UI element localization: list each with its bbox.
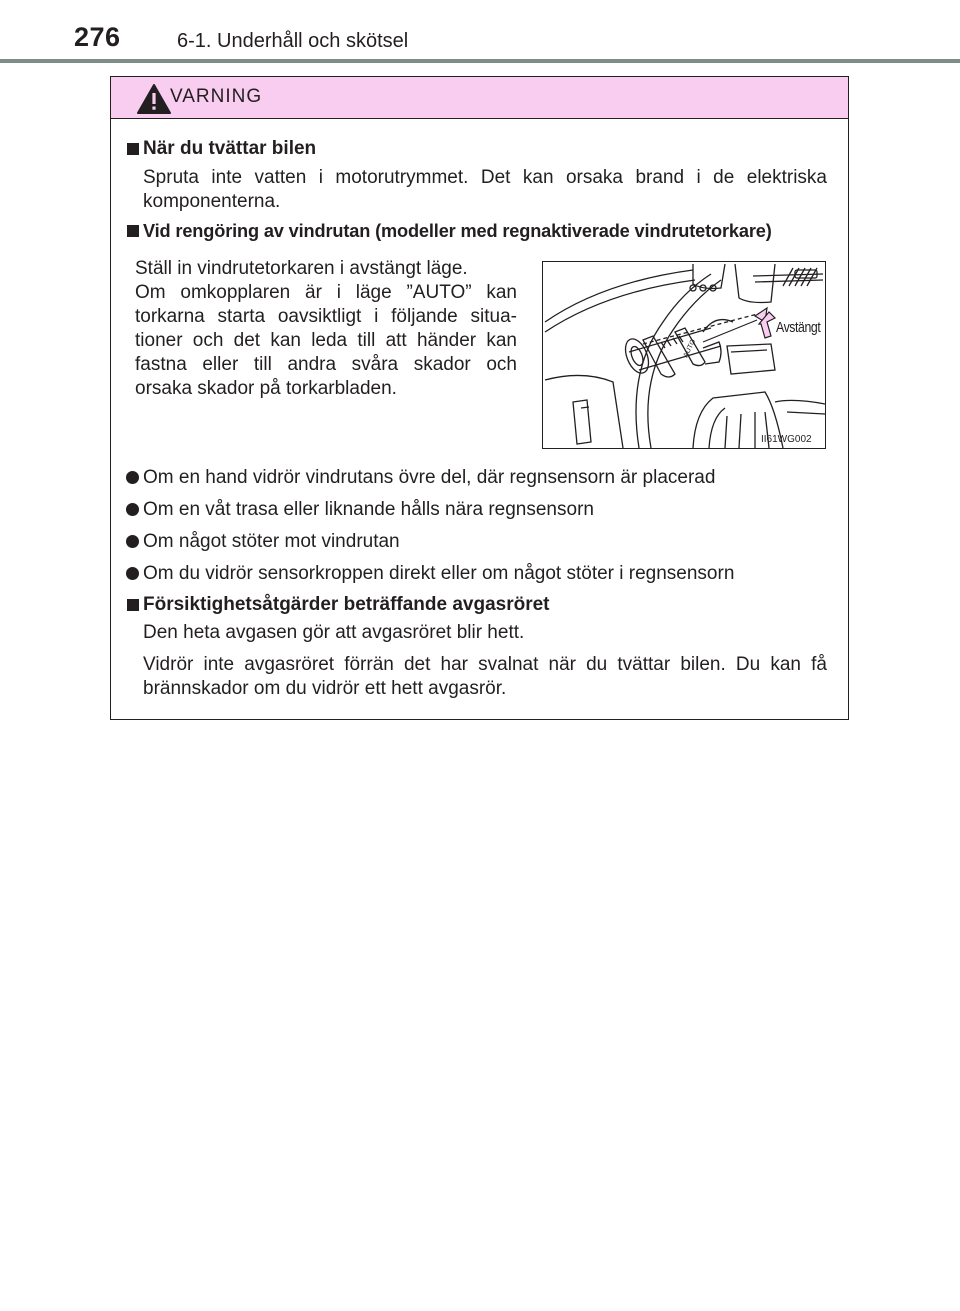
body-line: Vidrör inte avgasröret förrän det har svalnat när du tvättar bilen. Du kan få xyxy=(143,654,827,675)
intro-line: Om omkopplaren är i läge ”AUTO” kan xyxy=(135,282,517,303)
bullet-item: Om något stöter mot vindrutan xyxy=(143,531,400,552)
bullet-item: Om en hand vidrör vindrutans övre del, där regnsensorn är placerad xyxy=(143,467,716,488)
section-heading-washing: När du tvättar bilen xyxy=(143,138,317,159)
section-heading-windshield: Vid rengöring av vindrutan (modeller med regnaktiverade vindrutetorkare) xyxy=(143,221,772,241)
section-heading-exhaust: Försiktighetsåtgärder beträffande avgasröret xyxy=(143,594,550,615)
warning-box xyxy=(110,76,849,720)
figure-label-off: Avstängt xyxy=(776,319,821,336)
bullet-dot xyxy=(126,471,139,484)
intro-line: tioner och det kan leda till att händer kan xyxy=(135,330,517,351)
bullet-item: Om du vidrör sensorkroppen direkt eller om något stöter i regnsensorn xyxy=(143,563,735,584)
bullet-dot xyxy=(126,567,139,580)
bullet-dot xyxy=(126,503,139,516)
warning-triangle-icon xyxy=(136,83,172,115)
body-line: komponenterna. xyxy=(143,191,281,212)
intro-line: orsaka skador på torkarbladen. xyxy=(135,378,397,399)
body-line: brännskador om du vidrör ett hett avgasrör. xyxy=(143,678,507,699)
page-number: 276 xyxy=(74,22,121,52)
warning-banner xyxy=(111,77,848,119)
svg-text:AUTO: AUTO xyxy=(682,338,698,359)
warning-label: VARNING xyxy=(170,86,263,107)
body-line: Spruta inte vatten i motorutrymmet. Det kan orsaka brand i de elektriska xyxy=(143,167,827,188)
section-bullet-square xyxy=(127,225,139,237)
bullet-item: Om en våt trasa eller liknande hålls nära regnsensorn xyxy=(143,499,594,520)
wiper-switch-illustration xyxy=(542,261,826,449)
figure-code: II61WG002 xyxy=(761,434,812,445)
body-paragraph: Den heta avgasen gör att avgasröret blir hett. xyxy=(143,622,525,643)
header-rule xyxy=(0,59,960,63)
section-bullet-square xyxy=(127,599,139,611)
intro-line: torkarna starta oavsiktligt i följande situa- xyxy=(135,306,517,327)
intro-line: Ställ in vindrutetorkaren i avstängt läge. xyxy=(135,258,468,279)
steering-column-drawing xyxy=(543,262,826,449)
bullet-dot xyxy=(126,535,139,548)
section-bullet-square xyxy=(127,143,139,155)
intro-line: fastna eller till andra svåra skador och xyxy=(135,354,517,375)
section-title: 6-1. Underhåll och skötsel xyxy=(177,30,409,52)
page-header xyxy=(0,0,960,64)
